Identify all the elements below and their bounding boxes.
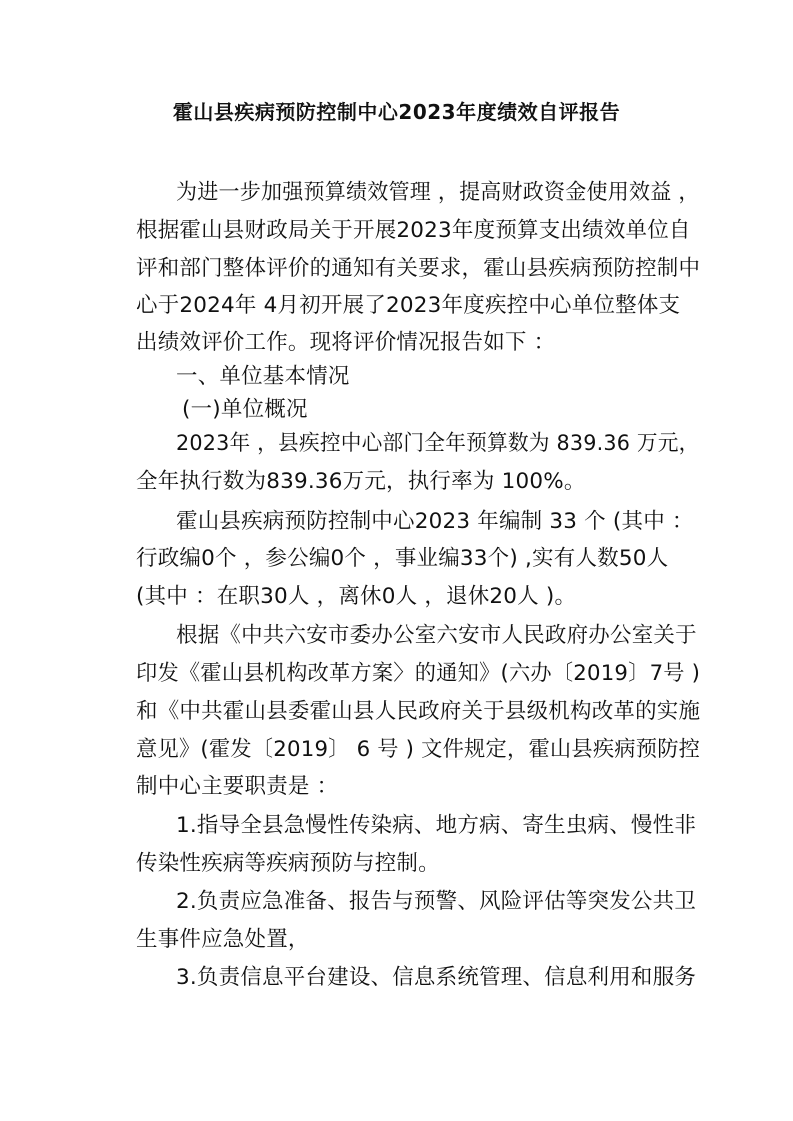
paragraph-line: 出绩效评价工作。现将评价情况报告如下 ： [136,330,556,355]
document-title: 霍山县疾病预防控制中心2023年度绩效自评报告 [172,100,621,124]
subsection-heading: (一)单位概况 [182,397,308,422]
paragraph-line: 根据霍山县财政局关于开展2023年度预算支出绩效单位自 [136,218,691,243]
paragraph-line: 2023年 ，县疾控中心部门全年预算数为 839.36 万元， [176,431,700,456]
paragraph-line: 意见》(霍发〔2019〕 6 号 ) 文件规定，霍山县疾病预防控 [136,737,701,762]
paragraph-line: 3.负责信息平台建设、信息系统管理、信息利用和服务 [176,965,697,990]
paragraph-line: 1.指导全县急慢性传染病、地方病、寄生虫病、慢性非 [176,813,697,838]
paragraph-line: 全年执行数为839.36万元，执行率为 100%。 [136,469,586,494]
paragraph-line: 心于2024年 4月初开展了2023年度疾控中心单位整体支 [136,293,681,318]
section-heading: 一、单位基本情况 [176,364,350,389]
paragraph-line: 霍山县疾病预防控制中心2023 年编制 33 个 (其中 ： [176,509,694,534]
paragraph-line: 制中心主要职责是 ： [136,774,339,799]
paragraph-line: 2.负责应急准备、报告与预警、风险评估等突发公共卫 [176,889,697,914]
paragraph-line: 为进一步加强预算绩效管理 ，提高财政资金使用效益 ， [176,180,700,205]
paragraph-line: 行政编0个 ，参公编0个 ，事业编33个) ,实有人数50人 [136,546,669,571]
paragraph-line: 生事件应急处置， [136,927,310,952]
paragraph-line: 根据《中共六安市委办公室六安市人民政府办公室关于 [176,623,697,648]
paragraph-line: 传染性疾病等疾病预防与控制。 [136,851,440,876]
paragraph-line: 评和部门整体评价的通知有关要求，霍山县疾病预防控制中 [136,256,701,281]
paragraph-line: 印发《霍山县机构改革方案〉的通知》(六办〔2019〕7号 ) [136,661,701,686]
paragraph-line: (其中 ：在职30人 ，离休0人 ，退休20人 )。 [136,584,577,609]
paragraph-line: 和《中共霍山县委霍山县人民政府关于县级机构改革的实施 [136,699,701,724]
